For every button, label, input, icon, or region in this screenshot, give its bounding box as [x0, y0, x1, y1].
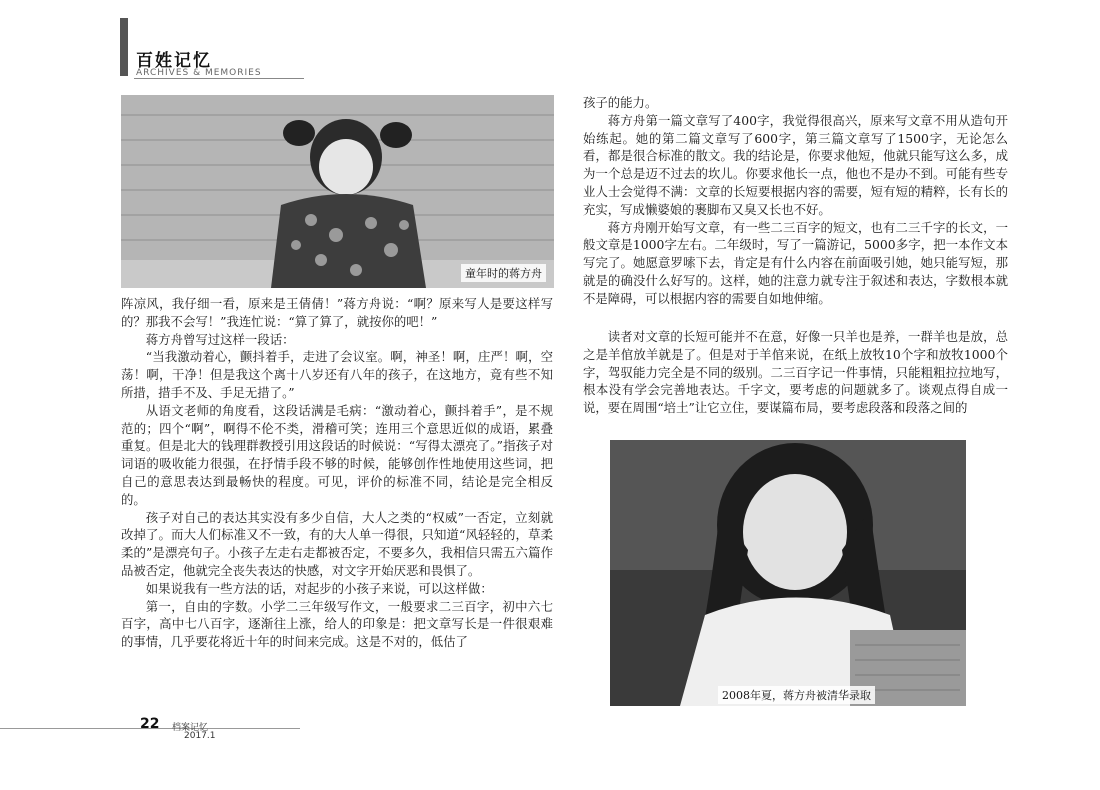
- section-title: 百姓记忆: [136, 51, 212, 71]
- page-number: 22: [140, 716, 160, 732]
- graduation-photo-image: [610, 440, 966, 706]
- childhood-photo-caption: 童年时的蒋方舟: [461, 264, 546, 282]
- right-text-column: [583, 94, 1008, 308]
- paragraph: 第一，自由的字数。小学二三年级写作文，一般要求二三百字，初中六七百字，高中七八百字，逐渐往上涨，给人的印象是：把文章写长是一件很艰难的事情，几乎要花将近十年的时间来完成。这是不对的，低估了: [121, 598, 553, 650]
- magazine-name: 档案记忆: [172, 723, 209, 733]
- header-bar: [120, 18, 128, 76]
- paragraph: 如果说我有一些方法的话，对起步的小孩子来说，可以这样做：: [145, 580, 493, 596]
- paragraph: 从语文老师的角度看，这段话满是毛病：“激动着心，颤抖着手”，是不规范的；四个“啊”，啊得不伦不类，滑稽可笑；连用三个意思近似的成语，累叠重复。但是北大的钱理群教授引用这段话的时候说：“写得太漂亮了。”指孩子对词语的吸收能力很强，在抒情手段不够的时候，能够创作性地使用这些词，把自己的意思表达到最畅快的程度。可见，评价的标准不同，结论是完全相反的。: [121, 402, 553, 507]
- paragraph: 蒋方舟刚开始写文章，有一些二三百字的短文，也有二三千字的长文，一般文章是1000字左右。二年级时，写了一篇游记，5000多字，把一本作文本写完了。她愿意罗嗦下去，肯定是有什么内容在前面吸引她，她只能写短，那就是的确没什么好写的。这样，她的注意力就专注于叙述和表达，字数根本就不是障碍，可以根据内容的需要自如地伸缩。: [583, 219, 1008, 306]
- paragraph: “当我激动着心，颤抖着手，走进了会议室。啊，神圣！啊，庄严！啊，空荡！啊，干净！但是我这个离十八岁还有八年的孩子，在这地方，竟有些不知所措，措手不及、手足无措了。”: [121, 349, 553, 400]
- left-text-column: [121, 295, 553, 651]
- paragraph: 蒋方舟曾写过这样一段话：: [145, 331, 295, 347]
- header-divider: [134, 78, 304, 79]
- paragraph: 阵凉风，我仔细一看，原来是王倩倩！”蒋方舟说：“啊？原来写人是要这样写的？那我不会写！”我连忙说：“算了算了，就按你的吧！”: [121, 296, 553, 329]
- section-subtitle: ARCHIVES & MEMORIES: [136, 68, 262, 78]
- paragraph: 孩子对自己的表达其实没有多少自信，大人之类的“权威”一否定，立刻就改掉了。而大人们标准又不一致，有的大人单一得很，只知道“风轻轻的，草柔柔的”是漂亮句子。小孩子左走右走都被否定，不要多久，我相信只需五六篇作品被否定，他就完全丧失表达的快感，对文字开始厌恶和畏惧了。: [121, 509, 553, 578]
- issue-date: 2017.1: [184, 731, 216, 741]
- graduation-photo-caption: 2008年夏，蒋方舟被清华录取: [718, 686, 875, 704]
- paragraph: 孩子的能力。: [583, 95, 658, 110]
- childhood-photo: [121, 95, 554, 288]
- right-text-column-lower: [583, 328, 1008, 417]
- childhood-photo-image: [121, 95, 554, 288]
- paragraph: 读者对文章的长短可能并不在意，好像一只羊也是养，一群羊也是放，总之是羊倌放羊就是了。但是对于羊倌来说，在纸上放牧10个字和放牧1000个字，驾驭能力完全是不同的级别。二三百字记一件事情，只能粗粗拉拉地写，根本没有学会完善地表达。千字文，要考虑的问题就多了。谈观点得自成一说，要在周围“培土”让它立住，要谋篇布局，要考虑段落和段落之间的: [583, 329, 1008, 416]
- graduation-photo: [610, 440, 966, 706]
- paragraph: 蒋方舟第一篇文章写了400字，我觉得很高兴，原来写文章不用从造句开始练起。她的第二篇文章写了600字，第三篇文章写了1500字，无论怎么看，都是很合标准的散文。我的结论是，你要求他短，他就只能写这么多，成为一个总是迈不过去的坎儿。你要求他长一点，他也不是办不到。可能有些专业人士会觉得不满：文章的长短要根据内容的需要，短有短的精粹，长有长的充实，写成懒婆娘的裹脚布又臭又长也不好。: [583, 112, 1008, 217]
